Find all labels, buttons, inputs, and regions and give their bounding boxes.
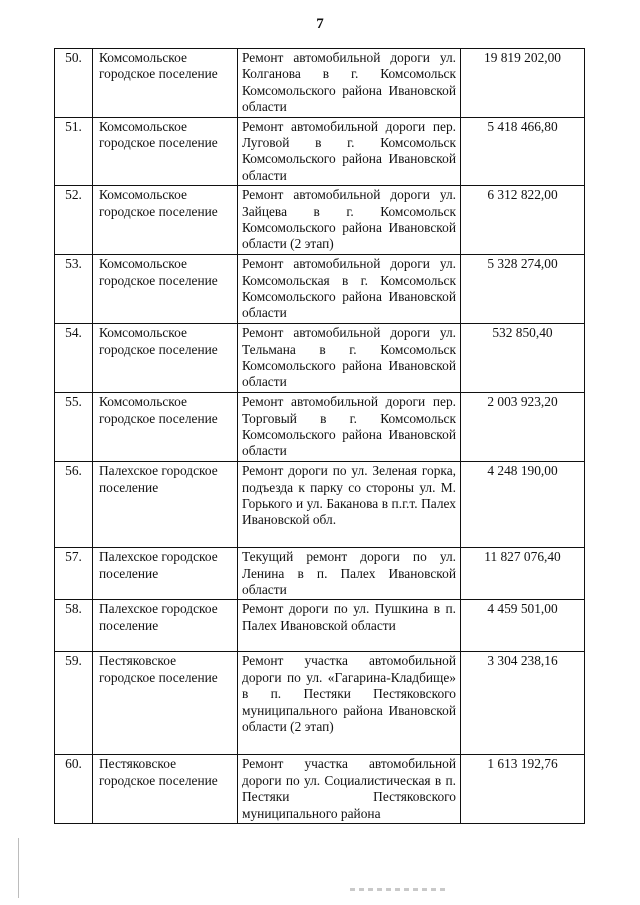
table-row	[55, 255, 585, 324]
amount-cell: 3 304 238,16	[461, 652, 585, 755]
amount-cell: 1 613 192,76	[461, 755, 585, 824]
row-number: 55.	[55, 393, 93, 462]
amount-cell: 6 312 822,00	[461, 186, 585, 255]
table-row	[55, 324, 585, 393]
amount-cell: 5 418 466,80	[461, 117, 585, 186]
table-row	[55, 186, 585, 255]
work-description-cell: Ремонт автомобильной дороги ул. Колганова в г. Комсомольск Комсомольского района Ивановской области	[238, 49, 461, 118]
municipality-cell: Палехское городское поселение	[93, 462, 238, 548]
row-number: 56.	[55, 462, 93, 548]
row-number: 58.	[55, 600, 93, 652]
amount-cell: 4 459 501,00	[461, 600, 585, 652]
row-number: 59.	[55, 652, 93, 755]
work-description-cell: Ремонт автомобильной дороги ул. Тельмана в г. Комсомольск Комсомольского района Ивановской области	[238, 324, 461, 393]
scan-margin-line	[18, 838, 19, 898]
row-number: 54.	[55, 324, 93, 393]
work-description-cell: Текущий ремонт дороги по ул. Ленина в п. Палех Ивановской области	[238, 548, 461, 600]
table-row	[55, 755, 585, 824]
municipality-cell: Комсомольское городское поселение	[93, 186, 238, 255]
page-number: 7	[316, 16, 324, 32]
row-number: 57.	[55, 548, 93, 600]
work-description-cell: Ремонт дороги по ул. Пушкина в п. Палех Ивановской области	[238, 600, 461, 652]
municipality-cell: Палехское городское поселение	[93, 600, 238, 652]
table-row	[55, 393, 585, 462]
work-description-cell: Ремонт автомобильной дороги ул. Комсомольская в г. Комсомольск Комсомольского района Ивановской области	[238, 255, 461, 324]
table-row	[55, 462, 585, 548]
table-row	[55, 548, 585, 600]
municipality-cell: Комсомольское городское поселение	[93, 49, 238, 118]
municipality-cell: Палехское городское поселение	[93, 548, 238, 600]
amount-cell: 4 248 190,00	[461, 462, 585, 548]
work-description-cell: Ремонт автомобильной дороги пер. Торговый в г. Комсомольск Комсомольского района Ивановской области	[238, 393, 461, 462]
table-row	[55, 652, 585, 755]
amount-cell: 532 850,40	[461, 324, 585, 393]
amount-cell: 19 819 202,00	[461, 49, 585, 118]
row-number: 52.	[55, 186, 93, 255]
municipality-cell: Комсомольское городское поселение	[93, 117, 238, 186]
amount-cell: 5 328 274,00	[461, 255, 585, 324]
row-number: 50.	[55, 49, 93, 118]
row-number: 53.	[55, 255, 93, 324]
municipality-cell: Комсомольское городское поселение	[93, 324, 238, 393]
work-description-cell: Ремонт автомобильной дороги пер. Луговой в г. Комсомольск Комсомольского района Ивановской области	[238, 117, 461, 186]
scan-artifact	[350, 888, 446, 891]
road-repair-table	[54, 48, 585, 824]
amount-cell: 11 827 076,40	[461, 548, 585, 600]
work-description-cell: Ремонт автомобильной дороги ул. Зайцева в г. Комсомольск Комсомольского района Ивановской области (2 этап)	[238, 186, 461, 255]
table-row	[55, 600, 585, 652]
amount-cell: 2 003 923,20	[461, 393, 585, 462]
municipality-cell: Пестяковское городское поселение	[93, 755, 238, 824]
row-number: 51.	[55, 117, 93, 186]
work-description-cell: Ремонт участка автомобильной дороги по ул. Социалистическая в п. Пестяки Пестяковского муниципального района	[238, 755, 461, 824]
table-row	[55, 49, 585, 118]
municipality-cell: Комсомольское городское поселение	[93, 393, 238, 462]
row-number: 60.	[55, 755, 93, 824]
work-description-cell: Ремонт дороги по ул. Зеленая горка, подъезда к парку со стороны ул. М. Горького и ул. Баканова в п.г.т. Палех Ивановской обл.	[238, 462, 461, 548]
municipality-cell: Пестяковское городское поселение	[93, 652, 238, 755]
municipality-cell: Комсомольское городское поселение	[93, 255, 238, 324]
table-row	[55, 117, 585, 186]
work-description-cell: Ремонт участка автомобильной дороги по ул. «Гагарина-Кладбище» в п. Пестяки Пестяковского муниципального района Ивановской области (2 этап)	[238, 652, 461, 755]
